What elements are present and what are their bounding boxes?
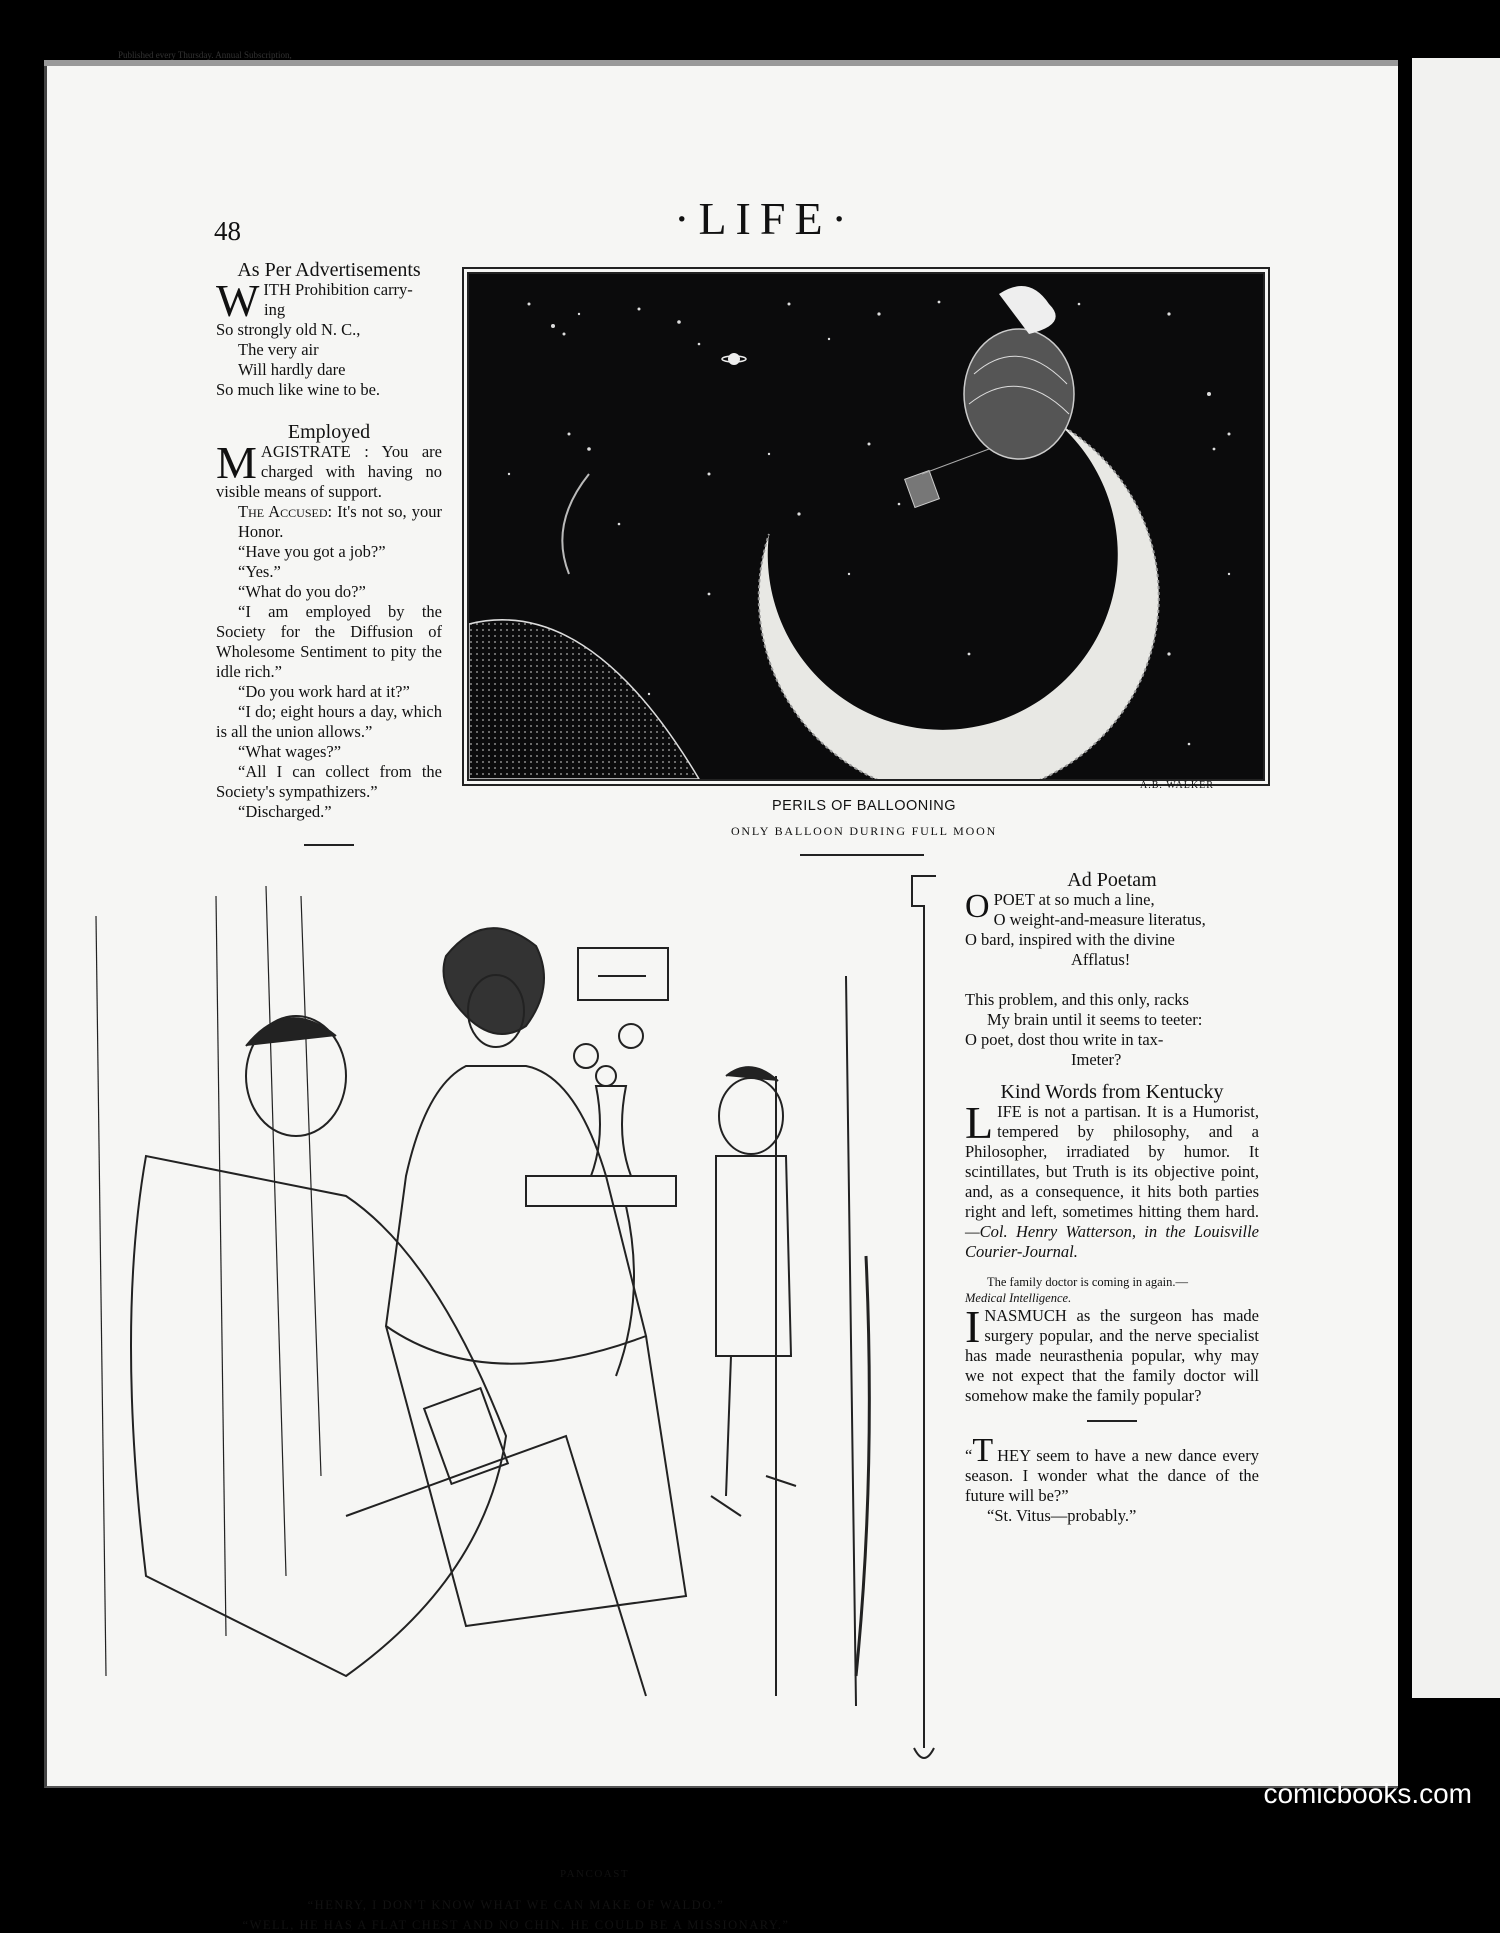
book xyxy=(424,1388,508,1484)
employed-paragraph: AGISTRATE : You are charged with having no visible means of support. xyxy=(216,442,442,501)
artist-signature: PANCOAST xyxy=(560,1868,630,1880)
dance-item xyxy=(965,1431,1259,1526)
dialogue-line: “All I can collect from the Society's sympathizers.” xyxy=(216,762,442,801)
section-rule xyxy=(304,844,354,846)
ad-poetam-body xyxy=(965,890,1259,1070)
drop-cap: W xyxy=(216,275,260,326)
dialogue-line: “What wages?” xyxy=(238,742,342,761)
poem-line: ITH Prohibition carry- xyxy=(263,280,413,299)
poem-body xyxy=(216,275,442,400)
doctor-source: Medical Intelligence. xyxy=(965,1291,1072,1305)
section-rule xyxy=(1087,1420,1137,1422)
poem-line: So strongly old N. C., xyxy=(216,320,361,339)
standing-boy xyxy=(711,1067,796,1516)
poem-line: O bard, inspired with the divine xyxy=(965,930,1175,949)
doctor-quote: The family doctor is coming in again.— xyxy=(987,1275,1188,1289)
kentucky-body xyxy=(965,1097,1259,1262)
dance-answer: “St. Vitus—probably.” xyxy=(987,1505,1137,1525)
poem-line: O poet, dost thou write in tax- xyxy=(965,1030,1164,1049)
kentucky-title: Kind Words from Kentucky xyxy=(1000,1081,1224,1103)
page-number: 48 xyxy=(214,216,241,246)
drop-cap: L xyxy=(965,1097,994,1148)
site-watermark: comicbooks.com xyxy=(1263,1778,1472,1809)
cartoon-caption-line: “HENRY, I DON'T KNOW WHAT WE CAN MAKE OF WALDO.” xyxy=(307,1898,725,1912)
parlor-scene-drawing xyxy=(86,876,936,1876)
right-column xyxy=(965,870,1259,1526)
poem-line: The very air xyxy=(238,340,319,359)
flower-vase xyxy=(574,1024,643,1176)
open-quote: “ xyxy=(965,1445,973,1465)
illustration-caption: ONLY BALLOON DURING FULL MOON xyxy=(730,824,998,838)
decorative-post xyxy=(904,868,944,1798)
speaker-label: The Accused xyxy=(238,502,328,521)
poem-line: O weight-and-measure literatus, xyxy=(993,910,1206,929)
illustration-title: PERILS OF BALLOONING xyxy=(771,798,957,814)
doctor-item xyxy=(965,1274,1259,1406)
dialogue-line: “Do you work hard at it?” xyxy=(238,682,410,701)
ad-poetam-title: Ad Poetam xyxy=(1067,869,1157,891)
saturn-planet xyxy=(722,353,746,365)
poem-line: POET at so much a line, xyxy=(993,890,1155,909)
employed-body xyxy=(216,437,442,822)
parlor-illustration xyxy=(86,876,936,1876)
dance-paragraph: HEY seem to have a new dance every season. I wonder what the dance of the future will be?” xyxy=(965,1445,1259,1505)
poem-line: So much like wine to be. xyxy=(216,380,381,399)
faint-crescent xyxy=(562,474,589,574)
dialogue-line: “What do you do?” xyxy=(238,582,366,601)
dialogue-line: “Have you got a job?” xyxy=(238,542,386,561)
seated-man xyxy=(131,1016,646,1696)
dialogue-line: “Discharged.” xyxy=(238,802,332,821)
masthead-title: ·LIFE· xyxy=(674,193,856,244)
wall-picture xyxy=(578,948,668,1000)
balloon-drawing xyxy=(905,286,1074,508)
drop-cap: T xyxy=(972,1431,994,1469)
ballooning-illustration xyxy=(467,272,1265,781)
artist-signature: A.B. WALKER xyxy=(1140,780,1214,791)
poem-title: As Per Advertisements xyxy=(237,259,421,281)
poem-line: My brain until it seems to teeter: xyxy=(987,1010,1203,1029)
poem-line: ing xyxy=(264,300,286,319)
poem-line: Afflatus! xyxy=(1071,950,1131,969)
employed-title: Employed xyxy=(287,421,371,443)
next-page-strip xyxy=(1412,58,1500,1698)
section-rule xyxy=(800,854,924,856)
drop-cap: M xyxy=(216,437,257,488)
night-sky-drawing xyxy=(469,274,1263,779)
left-column xyxy=(216,260,442,860)
employed-paragraph: : It's not so, your Honor. xyxy=(238,502,442,541)
poem-line: Will hardly dare xyxy=(238,360,346,379)
seated-woman xyxy=(386,928,686,1626)
kentucky-attribution: —Col. Henry Watterson, in the Louisville Courier-Journal. xyxy=(965,1222,1259,1261)
drop-cap: O xyxy=(965,888,990,925)
cartoon-caption-line: “WELL, HE HAS A FLAT CHEST AND NO CHIN. HE COULD BE A MISSIONARY.” xyxy=(242,1918,790,1932)
planet-surface xyxy=(469,620,699,779)
dialogue-line: “I am employed by the Society for the Diffusion of Wholesome Sentiment to pity the idle rich.” xyxy=(216,602,442,681)
drop-cap: I xyxy=(965,1301,981,1352)
kentucky-paragraph: IFE is not a partisan. It is a Humorist, tempered by philosophy, and a Philosopher, irradiated by humor. It scintillates, but Truth is its objective point, and, as a consequence, it hits both parties right and left, sometimes hitting them hard. xyxy=(965,1102,1259,1221)
poem-line: This problem, and this only, racks xyxy=(965,990,1189,1009)
dialogue-line: “Yes.” xyxy=(238,562,281,581)
poem-line: Imeter? xyxy=(1071,1050,1122,1069)
side-table xyxy=(526,1176,676,1206)
dialogue-line: “I do; eight hours a day, which is all the union allows.” xyxy=(216,702,442,741)
crescent-moon xyxy=(759,424,1159,779)
running-head: Published every Thursday. Annual Subscription, xyxy=(118,50,292,60)
doctor-paragraph: NASMUCH as the surgeon has made surgery popular, and the nerve specialist has made neurasthenia popular, why may we not expect that the family doctor will somehow make the family popular? xyxy=(965,1306,1259,1405)
